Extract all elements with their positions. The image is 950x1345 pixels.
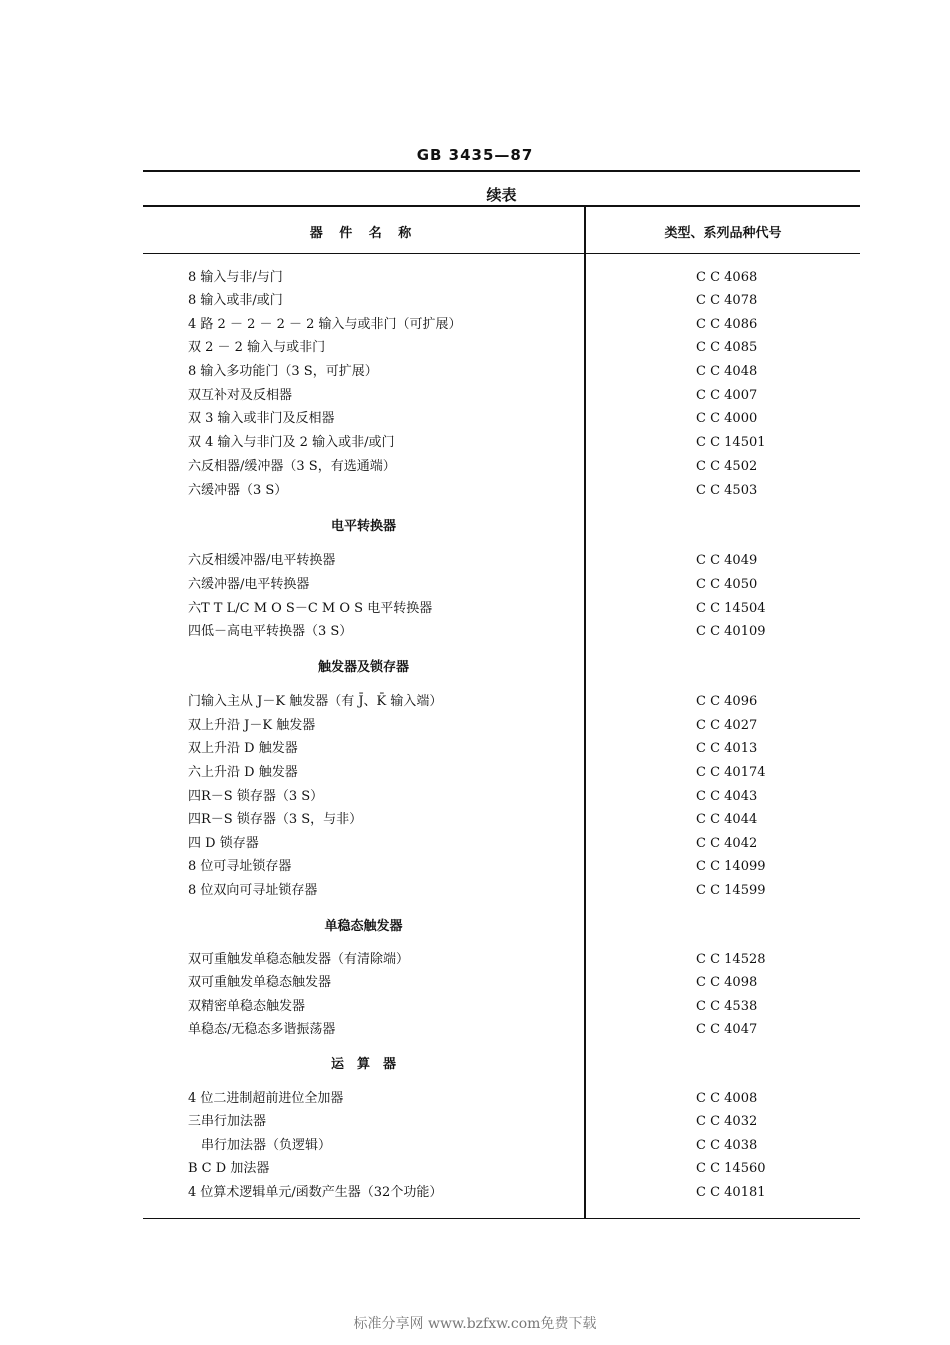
table-row (0, 1112, 950, 1132)
device-code: C C 4038 (696, 1138, 758, 1153)
table-row (0, 551, 950, 571)
device-name: 8 输入与非/与门 (188, 270, 283, 285)
table-row (0, 763, 950, 783)
table-row (0, 1136, 950, 1156)
table-row (0, 857, 950, 877)
device-name: 六反相器/缓冲器（3 S，有选通端） (188, 459, 396, 474)
device-name: 双互补对及反相器 (188, 388, 293, 403)
table-row (0, 973, 950, 993)
table-row (0, 599, 950, 619)
table-row (0, 386, 950, 406)
device-name: 双 2 － 2 输入与或非门 (188, 340, 326, 355)
table-row (0, 716, 950, 736)
top-rule (143, 170, 860, 172)
device-name: 双 3 输入或非门及反相器 (188, 411, 335, 426)
device-code: C C 4013 (696, 741, 758, 756)
header-top-rule (143, 205, 860, 207)
header-bottom-rule (143, 253, 860, 254)
table-row (0, 739, 950, 759)
device-code: C C 14599 (696, 883, 766, 898)
device-name: 8 位可寻址锁存器 (188, 859, 292, 874)
device-code: C C 4047 (696, 1022, 758, 1037)
table-row (0, 1183, 950, 1203)
table-row (0, 834, 950, 854)
device-name: 六上升沿 D 触发器 (188, 765, 298, 780)
section-heading: 电平转换器 (330, 519, 396, 534)
device-code: C C 4008 (696, 1091, 758, 1106)
table-row (0, 950, 950, 970)
device-code: C C 40181 (696, 1185, 766, 1200)
device-name: B C D 加法器 (188, 1161, 270, 1176)
device-code: C C 14501 (696, 435, 766, 450)
device-name: 四 D 锁存器 (188, 836, 259, 851)
table-row (0, 315, 950, 335)
device-name: 8 输入多功能门（3 S，可扩展） (188, 364, 378, 379)
table-row (0, 433, 950, 453)
device-code: C C 14099 (696, 859, 766, 874)
table-row (0, 338, 950, 358)
device-code: C C 14560 (696, 1161, 766, 1176)
table-row (0, 575, 950, 595)
device-name: 单稳态/无稳态多谐振荡器 (188, 1022, 336, 1037)
device-name: 四低－高电平转换器（3 S） (188, 624, 353, 639)
device-name: 4 位二进制超前进位全加器 (188, 1091, 344, 1106)
device-name: 8 输入或非/或门 (188, 293, 283, 308)
table-row (0, 291, 950, 311)
device-code: C C 40109 (696, 624, 766, 639)
device-name: 四R－S 锁存器（3 S，与非） (188, 812, 363, 827)
device-code: C C 4043 (696, 789, 758, 804)
device-code: C C 4027 (696, 718, 758, 733)
table-row (0, 622, 950, 642)
table-row (0, 362, 950, 382)
device-name: 双上升沿 D 触发器 (188, 741, 298, 756)
device-name: 四R－S 锁存器（3 S） (188, 789, 324, 804)
column-header-name: 器 件 名 称 (309, 226, 418, 241)
device-code: C C 40174 (696, 765, 766, 780)
bottom-rule (143, 1218, 860, 1219)
section-heading: 运 算 器 (330, 1057, 396, 1072)
table-row (0, 881, 950, 901)
device-name: 六T T L/C M O S－C M O S 电平转换器 (188, 601, 433, 616)
column-header-code: 类型、系列品种代号 (664, 226, 782, 241)
table-row (0, 481, 950, 501)
table-row (0, 457, 950, 477)
device-code: C C 4032 (696, 1114, 758, 1129)
section-heading: 触发器及锁存器 (317, 660, 409, 675)
device-name: 8 位双向可寻址锁存器 (188, 883, 318, 898)
device-code: C C 14528 (696, 952, 766, 967)
table-row (0, 810, 950, 830)
device-name: 门输入主从 J－K 触发器（有 J̄、K̄ 输入端） (188, 694, 443, 709)
device-code: C C 4078 (696, 293, 758, 308)
table-row (0, 997, 950, 1017)
device-name: 六缓冲器/电平转换器 (188, 577, 310, 592)
device-code: C C 4503 (696, 483, 758, 498)
table-row (0, 1159, 950, 1179)
device-name: 双 4 输入与非门及 2 输入或非/或门 (188, 435, 395, 450)
device-code: C C 4049 (696, 553, 758, 568)
device-name: 六缓冲器（3 S） (188, 483, 288, 498)
table-row (0, 409, 950, 429)
table-row (0, 787, 950, 807)
device-code: C C 4042 (696, 836, 758, 851)
device-code: C C 4085 (696, 340, 758, 355)
footer-watermark: 标准分享网 www.bzfxw.com免费下载 (353, 1316, 597, 1332)
device-name: 三串行加法器 (188, 1114, 267, 1129)
table-row (0, 1089, 950, 1109)
device-name: 双上升沿 J－K 触发器 (188, 718, 316, 733)
device-name: 双可重触发单稳态触发器（有清除端） (188, 952, 410, 967)
device-code: C C 4048 (696, 364, 758, 379)
table-row (0, 692, 950, 712)
device-code: C C 14504 (696, 601, 766, 616)
table-title: 续表 (486, 186, 517, 204)
device-code: C C 4086 (696, 317, 758, 332)
device-name: 4 路 2 － 2 － 2 － 2 输入与或非门（可扩展） (188, 317, 462, 332)
device-code: C C 4538 (696, 999, 758, 1014)
table-row (0, 1020, 950, 1040)
device-name: 4 位算术逻辑单元/函数产生器（32个功能） (188, 1185, 443, 1200)
device-code: C C 4050 (696, 577, 758, 592)
device-name: 串行加法器（负逻辑） (188, 1138, 332, 1153)
device-code: C C 4007 (696, 388, 758, 403)
device-name: 双精密单稳态触发器 (188, 999, 306, 1014)
device-code: C C 4502 (696, 459, 758, 474)
device-code: C C 4044 (696, 812, 758, 827)
table-row (0, 268, 950, 288)
device-code: C C 4098 (696, 975, 758, 990)
device-name: 双可重触发单稳态触发器 (188, 975, 332, 990)
device-code: C C 4068 (696, 270, 758, 285)
device-name: 六反相缓冲器/电平转换器 (188, 553, 336, 568)
section-heading: 单稳态触发器 (324, 919, 403, 934)
device-code: C C 4096 (696, 694, 758, 709)
standard-code: GB 3435—87 (416, 146, 534, 164)
device-code: C C 4000 (696, 411, 758, 426)
